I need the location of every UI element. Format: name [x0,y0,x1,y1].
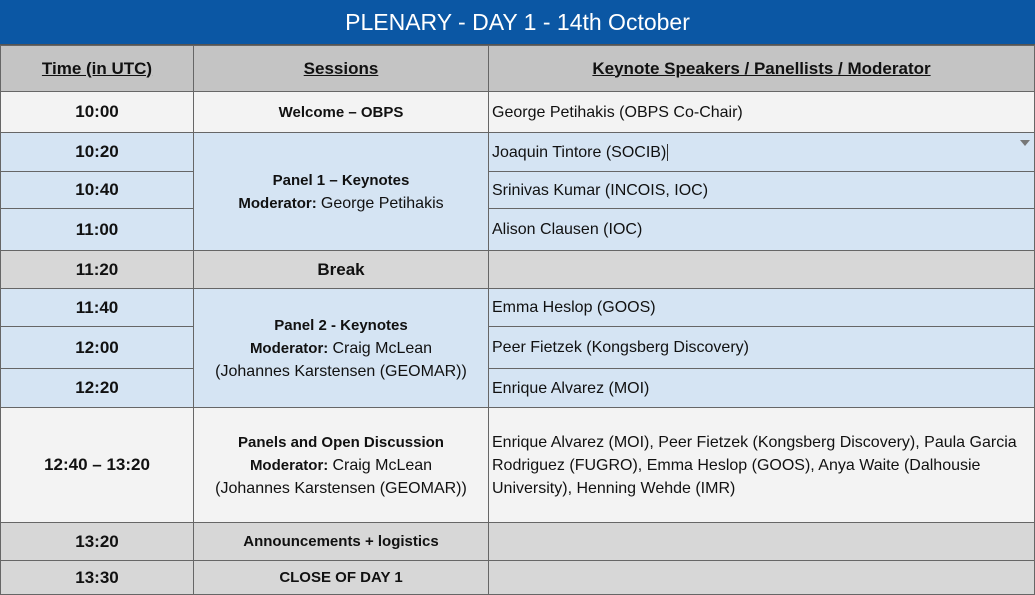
moderator-name: George Petihakis [320,194,444,212]
speaker-cell[interactable] [489,523,1035,561]
moderator-line [198,192,484,215]
time-cell[interactable]: 12:40 – 13:20 [1,408,194,523]
table-row [1,369,1035,408]
time-cell[interactable]: 11:00 [1,209,194,251]
time-cell[interactable]: 10:00 [1,92,194,133]
table-row [1,133,1035,172]
speaker-cell[interactable]: Enrique Alvarez (MOI) [489,369,1035,408]
table-row [1,408,1035,523]
sheet-title[interactable]: PLENARY - DAY 1 - 14th October [0,0,1035,45]
time-cell[interactable]: 11:20 [1,251,194,289]
time-cell[interactable]: 10:40 [1,172,194,209]
time-cell[interactable]: 12:00 [1,327,194,369]
speaker-cell-selected[interactable] [489,133,1035,172]
header-speakers[interactable]: Keynote Speakers / Panellists / Moderator [489,46,1035,92]
session-cell-panel2[interactable] [194,289,489,408]
session-cell[interactable]: Welcome – OBPS [194,92,489,133]
table-row [1,289,1035,327]
speaker-cell[interactable]: Enrique Alvarez (MOI), Peer Fietzek (Kongsberg Discovery), Paula Garcia Rodriguez (FUGRO), Emma Heslop (GOOS), Anya Waite (Dalhousie University), Henning Wehde (IMR) [489,408,1035,523]
moderator-label: Moderator: [249,456,329,474]
moderator-alt: (Johannes Karstensen (GEOMAR)) [215,362,467,380]
table-row [1,327,1035,369]
panel-title: Panels and Open Discussion [238,433,444,451]
speaker-cell[interactable]: Peer Fietzek (Kongsberg Discovery) [489,327,1035,369]
header-time[interactable]: Time (in UTC) [1,46,194,92]
time-cell[interactable]: 13:30 [1,561,194,595]
moderator-name: Craig McLean [332,456,433,474]
table-row [1,561,1035,595]
header-row [1,46,1035,92]
moderator-line [198,454,484,477]
table-row [1,92,1035,133]
text-cursor [667,144,668,161]
table-row [1,172,1035,209]
session-cell[interactable]: Announcements + logistics [194,523,489,561]
speaker-cell[interactable] [489,561,1035,595]
moderator-name: Craig McLean [332,339,433,357]
speaker-cell[interactable]: George Petihakis (OBPS Co-Chair) [489,92,1035,133]
moderator-label: Moderator: [249,339,329,357]
time-cell[interactable]: 11:40 [1,289,194,327]
time-cell[interactable]: 10:20 [1,133,194,172]
time-cell[interactable]: 13:20 [1,523,194,561]
panel-title: Panel 2 - Keynotes [274,316,408,334]
session-cell-panel1[interactable] [194,133,489,251]
panel-title: Panel 1 – Keynotes [272,171,410,189]
speaker-cell[interactable] [489,251,1035,289]
table-row [1,523,1035,561]
moderator-line [198,337,484,360]
session-cell[interactable]: Break [194,251,489,289]
moderator-label: Moderator: [238,194,317,212]
schedule-table [0,45,1035,595]
speaker-cell[interactable]: Alison Clausen (IOC) [489,209,1035,251]
header-sessions[interactable]: Sessions [194,46,489,92]
session-cell-panel3[interactable] [194,408,489,523]
table-row [1,251,1035,289]
table-row [1,209,1035,251]
speaker-cell[interactable]: Srinivas Kumar (INCOIS, IOC) [489,172,1035,209]
speaker-text: Joaquin Tintore (SOCIB) [492,143,667,161]
chevron-down-icon[interactable] [1020,140,1030,146]
moderator-alt: (Johannes Karstensen (GEOMAR)) [215,479,467,497]
time-cell[interactable]: 12:20 [1,369,194,408]
speaker-cell[interactable]: Emma Heslop (GOOS) [489,289,1035,327]
session-cell[interactable]: CLOSE OF DAY 1 [194,561,489,595]
